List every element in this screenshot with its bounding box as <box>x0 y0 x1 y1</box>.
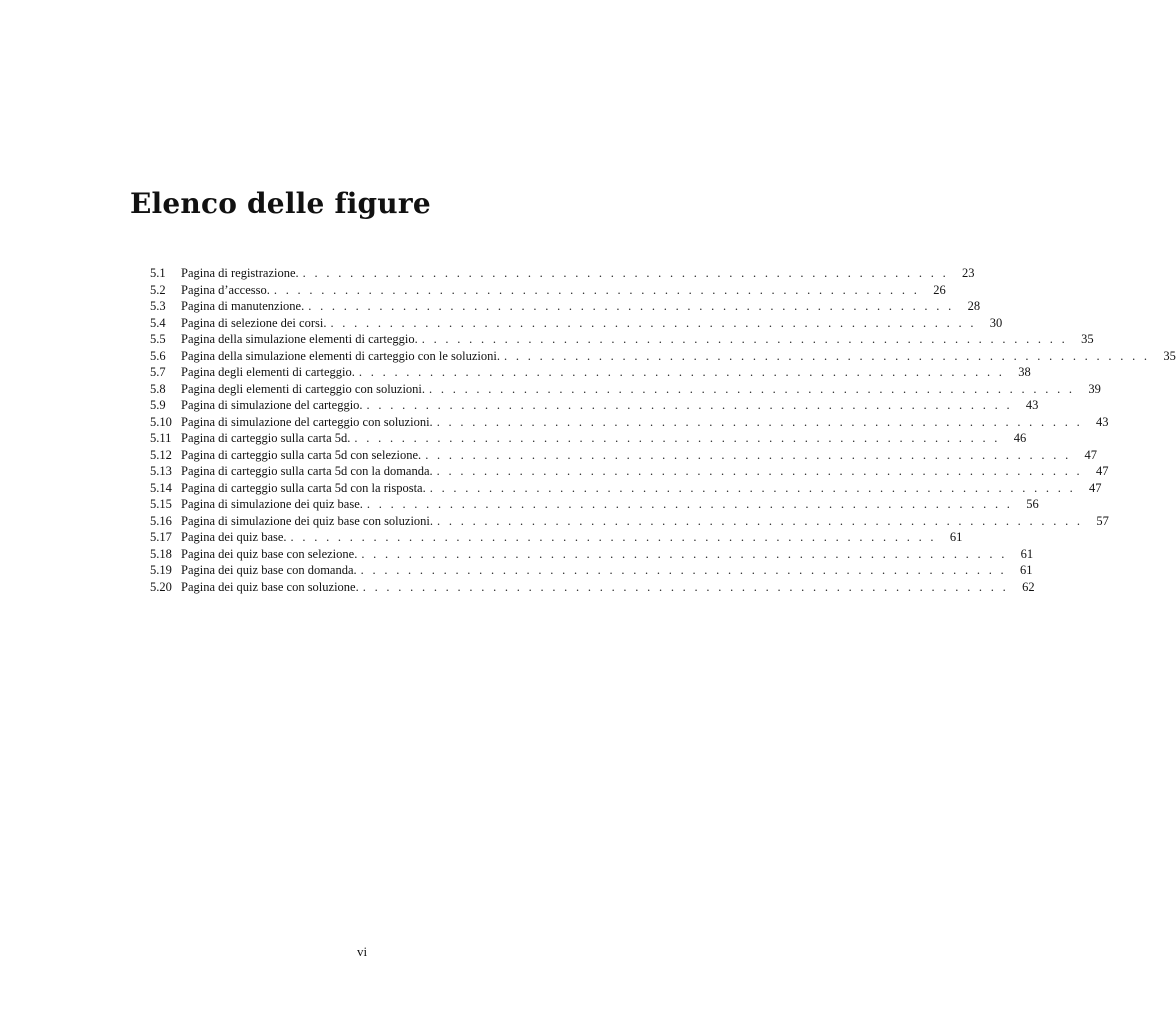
dot-leader: . . . . . . . . . . . . . . . . . . . . . . . . . . . . . . . . . . . . . . . . . . . . . . . . . . . . . . . <box>429 480 1076 495</box>
toc-entry[interactable] <box>150 265 975 282</box>
figure-number: 5.19 <box>150 563 172 577</box>
figure-page-number: 47 <box>1095 464 1109 478</box>
page-title: Elenco delle figure <box>130 187 431 220</box>
dot-leader: . . . . . . . . . . . . . . . . . . . . . . . . . . . . . . . . . . . . . . . . . . . . . . . . . . . . . . . <box>366 398 1013 412</box>
figure-caption: Pagina di carteggio sulla carta 5d con la risposta. <box>181 480 426 495</box>
toc-entry[interactable] <box>150 348 1176 365</box>
dot-leader: . . . . . . . . . . . . . . . . . . . . . . . . . . . . . . . . . . . . . . . . . . . . . . . . . . . . . . . <box>436 414 1083 429</box>
toc-entry[interactable] <box>150 331 1094 348</box>
toc-entry[interactable] <box>150 315 1003 332</box>
figure-page-number: 61 <box>1019 563 1033 577</box>
figure-caption: Pagina di simulazione dei quiz base con soluzioni. <box>181 513 434 528</box>
figure-page-number: 43 <box>1096 414 1109 429</box>
figure-number: 5.14 <box>150 480 172 495</box>
figure-caption: Pagina di registrazione. <box>181 266 299 280</box>
dot-leader: . . . . . . . . . . . . . . . . . . . . . . . . . . . . . . . . . . . . . . . . . . . . . . . . . . . . . . . <box>273 282 920 297</box>
figure-page-number: 30 <box>989 315 1003 330</box>
figure-caption: Pagina d’accesso. <box>181 282 270 297</box>
figure-number: 5.17 <box>150 530 172 544</box>
figure-number: 5.13 <box>150 464 172 478</box>
figure-page-number: 35 <box>1163 348 1176 363</box>
figure-page-number: 35 <box>1081 332 1094 346</box>
figure-number: 5.2 <box>150 282 166 297</box>
toc-entry[interactable] <box>150 562 1033 579</box>
toc-entry[interactable] <box>150 463 1109 480</box>
figure-number: 5.11 <box>150 431 172 445</box>
dot-leader: . . . . . . . . . . . . . . . . . . . . . . . . . . . . . . . . . . . . . . . . . . . . . . . . . . . . . . . <box>421 332 1068 346</box>
dot-leader: . . . . . . . . . . . . . . . . . . . . . . . . . . . . . . . . . . . . . . . . . . . . . . . . . . . . . . . <box>302 266 949 280</box>
dot-leader: . . . . . . . . . . . . . . . . . . . . . . . . . . . . . . . . . . . . . . . . . . . . . . . . . . . . . . . <box>354 431 1001 445</box>
toc-entry[interactable] <box>150 414 1109 431</box>
figure-number: 5.8 <box>150 381 166 396</box>
page-number: vi <box>356 944 368 959</box>
figure-page-number: 47 <box>1084 447 1098 462</box>
figure-number: 5.9 <box>150 398 166 412</box>
figure-page-number: 62 <box>1022 579 1035 594</box>
toc-entry[interactable] <box>150 282 946 299</box>
figure-page-number: 46 <box>1013 431 1027 445</box>
toc-entry[interactable] <box>150 480 1102 497</box>
figure-page-number: 26 <box>933 282 946 297</box>
figure-page-number: 39 <box>1088 381 1101 396</box>
figure-caption: Pagina di selezione dei corsi. <box>181 315 327 330</box>
figure-caption: Pagina di simulazione dei quiz base. <box>181 497 363 511</box>
figure-caption: Pagina di carteggio sulla carta 5d. <box>181 431 351 445</box>
figure-number: 5.18 <box>150 546 172 561</box>
figure-page-number: 38 <box>1018 365 1031 379</box>
figure-number: 5.6 <box>150 348 166 363</box>
toc-entry[interactable] <box>150 496 1039 513</box>
toc-entry[interactable] <box>150 298 981 315</box>
dot-leader: . . . . . . . . . . . . . . . . . . . . . . . . . . . . . . . . . . . . . . . . . . . . . . . . . . . . . . . <box>358 365 1005 379</box>
toc-entry[interactable] <box>150 513 1109 530</box>
toc-entry[interactable] <box>150 529 963 546</box>
figure-number: 5.1 <box>150 266 166 280</box>
figure-page-number: 43 <box>1025 398 1039 412</box>
figure-caption: Pagina degli elementi di carteggio. <box>181 365 355 379</box>
figure-caption: Pagina di manutenzione. <box>181 299 305 313</box>
toc-entry[interactable] <box>150 447 1098 464</box>
dot-leader: . . . . . . . . . . . . . . . . . . . . . . . . . . . . . . . . . . . . . . . . . . . . . . . . . . . . . . . <box>366 497 1013 511</box>
dot-leader: . . . . . . . . . . . . . . . . . . . . . . . . . . . . . . . . . . . . . . . . . . . . . . . . . . . . . . . <box>308 299 955 313</box>
figure-page-number: 57 <box>1096 513 1109 528</box>
figure-number: 5.16 <box>150 513 172 528</box>
figure-caption: Pagina della simulazione elementi di carteggio. <box>181 332 418 346</box>
figure-page-number: 61 <box>949 530 963 544</box>
figure-caption: Pagina di simulazione del carteggio con soluzioni. <box>181 414 433 429</box>
figure-number: 5.7 <box>150 365 166 379</box>
figure-page-number: 28 <box>967 299 981 313</box>
list-of-figures <box>150 265 1176 595</box>
dot-leader: . . . . . . . . . . . . . . . . . . . . . . . . . . . . . . . . . . . . . . . . . . . . . . . . . . . . . . . <box>290 530 937 544</box>
toc-entry[interactable] <box>150 546 1034 563</box>
toc-entry[interactable] <box>150 397 1039 414</box>
dot-leader: . . . . . . . . . . . . . . . . . . . . . . . . . . . . . . . . . . . . . . . . . . . . . . . . . . . . . . . <box>504 348 1150 363</box>
dot-leader: . . . . . . . . . . . . . . . . . . . . . . . . . . . . . . . . . . . . . . . . . . . . . . . . . . . . . . . <box>360 563 1007 577</box>
dot-leader: . . . . . . . . . . . . . . . . . . . . . . . . . . . . . . . . . . . . . . . . . . . . . . . . . . . . . . . <box>330 315 977 330</box>
figure-page-number: 47 <box>1089 480 1102 495</box>
dot-leader: . . . . . . . . . . . . . . . . . . . . . . . . . . . . . . . . . . . . . . . . . . . . . . . . . . . . . . . <box>362 579 1009 594</box>
figure-caption: Pagina dei quiz base. <box>181 530 287 544</box>
figure-caption: Pagina di simulazione del carteggio. <box>181 398 363 412</box>
figure-number: 5.15 <box>150 497 172 511</box>
figure-number: 5.5 <box>150 332 166 346</box>
dot-leader: . . . . . . . . . . . . . . . . . . . . . . . . . . . . . . . . . . . . . . . . . . . . . . . . . . . . . . . <box>436 464 1083 478</box>
figure-page-number: 61 <box>1020 546 1034 561</box>
figure-number: 5.4 <box>150 315 166 330</box>
toc-entry[interactable] <box>150 364 1031 381</box>
figure-page-number: 23 <box>962 266 975 280</box>
figure-caption: Pagina della simulazione elementi di carteggio con le soluzioni. <box>181 348 501 363</box>
toc-entry[interactable] <box>150 381 1101 398</box>
figure-number: 5.20 <box>150 579 172 594</box>
figure-caption: Pagina degli elementi di carteggio con soluzioni. <box>181 381 426 396</box>
dot-leader: . . . . . . . . . . . . . . . . . . . . . . . . . . . . . . . . . . . . . . . . . . . . . . . . . . . . . . . <box>437 513 1083 528</box>
figure-caption: Pagina di carteggio sulla carta 5d con selezione. <box>181 447 422 462</box>
figure-caption: Pagina dei quiz base con selezione. <box>181 546 358 561</box>
figure-page-number: 56 <box>1026 497 1039 511</box>
toc-entry[interactable] <box>150 579 1035 596</box>
figure-caption: Pagina di carteggio sulla carta 5d con la domanda. <box>181 464 433 478</box>
figure-number: 5.10 <box>150 414 172 429</box>
figure-number: 5.3 <box>150 299 166 313</box>
dot-leader: . . . . . . . . . . . . . . . . . . . . . . . . . . . . . . . . . . . . . . . . . . . . . . . . . . . . . . . <box>361 546 1008 561</box>
figure-caption: Pagina dei quiz base con domanda. <box>181 563 357 577</box>
figure-number: 5.12 <box>150 447 172 462</box>
figure-caption: Pagina dei quiz base con soluzione. <box>181 579 359 594</box>
dot-leader: . . . . . . . . . . . . . . . . . . . . . . . . . . . . . . . . . . . . . . . . . . . . . . . . . . . . . . . <box>425 447 1072 462</box>
toc-entry[interactable] <box>150 430 1027 447</box>
dot-leader: . . . . . . . . . . . . . . . . . . . . . . . . . . . . . . . . . . . . . . . . . . . . . . . . . . . . . . . <box>429 381 1075 396</box>
